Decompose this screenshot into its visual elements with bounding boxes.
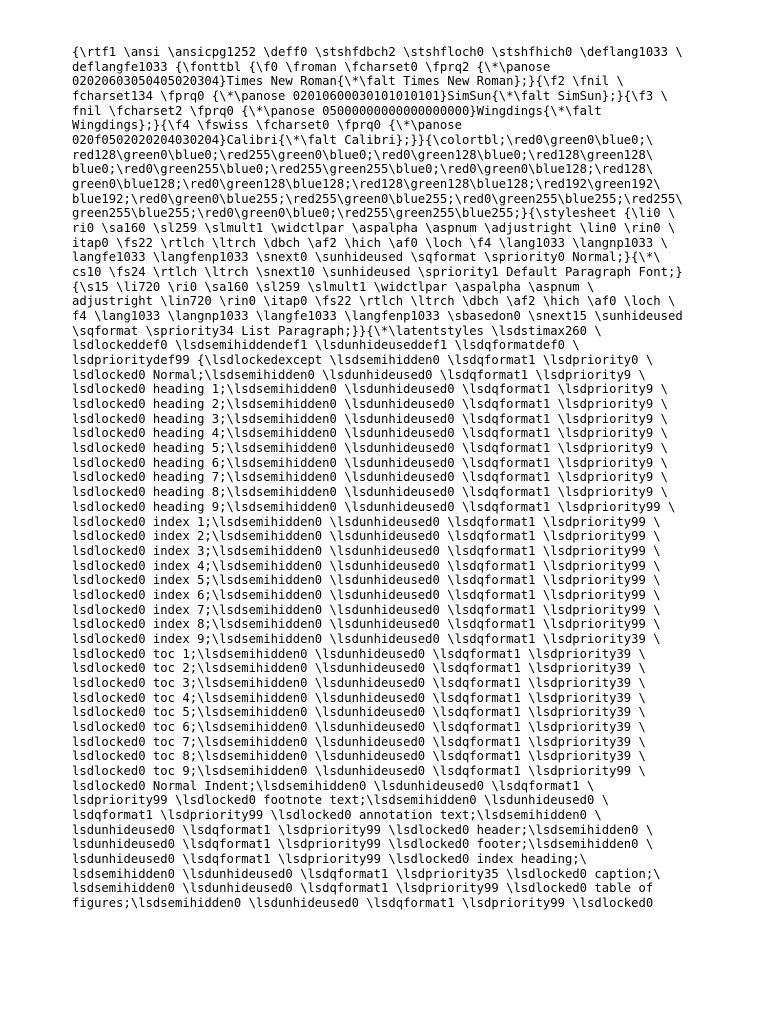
- text-line: {\s15 \li720 \ri0 \sa160 \sl259 \slmult1 \widctlpar \aspalpha \aspnum \: [72, 279, 595, 294]
- text-line: 02020603050405020304}Times New Roman{\*\falt Times New Roman};}{\f2 \fnil \: [72, 74, 624, 89]
- text-line: lsdlocked0 Normal;\lsdsemihidden0 \lsdunhideused0 \lsdqformat1 \lsdpriority9 \: [72, 367, 646, 382]
- text-line: lsdlocked0 index 7;\lsdsemihidden0 \lsdunhideused0 \lsdqformat1 \lsdpriority99 \: [72, 602, 661, 617]
- text-line: lsdlocked0 heading 7;\lsdsemihidden0 \lsdunhideused0 \lsdqformat1 \lsdpriority9 \: [72, 470, 668, 485]
- text-line: lsdlocked0 index 1;\lsdsemihidden0 \lsdunhideused0 \lsdqformat1 \lsdpriority99 \: [72, 514, 661, 529]
- text-line: lsdlocked0 toc 2;\lsdsemihidden0 \lsdunhideused0 \lsdqformat1 \lsdpriority39 \: [72, 661, 646, 676]
- text-line: blue0;\red0\green255\blue0;\red255\green255\blue0;\red0\green0\blue128;\red128\: [72, 162, 654, 177]
- text-line: lsdlocked0 heading 2;\lsdsemihidden0 \lsdunhideused0 \lsdqformat1 \lsdpriority9 \: [72, 397, 668, 412]
- text-line: lsdlocked0 toc 9;\lsdsemihidden0 \lsdunhideused0 \lsdqformat1 \lsdpriority99 \: [72, 763, 646, 778]
- text-line: itap0 \fs22 \rtlch \ltrch \dbch \af2 \hich \af0 \loch \f4 \lang1033 \langnp1033 \: [72, 235, 668, 250]
- text-line: lsdlockeddef0 \lsdsemihiddendef1 \lsdunhideuseddef1 \lsdqformatdef0 \: [72, 338, 580, 353]
- text-line: lsdlocked0 toc 4;\lsdsemihidden0 \lsdunhideused0 \lsdqformat1 \lsdpriority39 \: [72, 690, 646, 705]
- text-line: Wingdings};}{\f4 \fswiss \fcharset0 \fprq0 {\*\panose: [72, 118, 462, 133]
- text-line: lsdprioritydef99 {\lsdlockedexcept \lsdsemihidden0 \lsdqformat1 \lsdpriority0 \: [72, 353, 654, 368]
- text-line: blue192;\red0\green0\blue255;\red255\green0\blue255;\red0\green255\blue255;\red255\: [72, 191, 683, 206]
- text-line: lsdunhideused0 \lsdqformat1 \lsdpriority99 \lsdlocked0 footer;\lsdsemihidden0 \: [72, 837, 654, 852]
- text-line: lsdlocked0 index 8;\lsdsemihidden0 \lsdunhideused0 \lsdqformat1 \lsdpriority99 \: [72, 617, 661, 632]
- text-line: langfe1033 \langfenp1033 \snext0 \sunhideused \sqformat \spriority0 Normal;}{\*\: [72, 250, 661, 265]
- text-line: lsdlocked0 heading 5;\lsdsemihidden0 \lsdunhideused0 \lsdqformat1 \lsdpriority9 \: [72, 441, 668, 456]
- text-line: lsdlocked0 heading 9;\lsdsemihidden0 \lsdunhideused0 \lsdqformat1 \lsdpriority99 \: [72, 499, 676, 514]
- text-line: fnil \fcharset2 \fprq0 {\*\panose 05000000000000000000}Wingdings{\*\falt: [72, 103, 602, 118]
- text-line: lsdlocked0 heading 6;\lsdsemihidden0 \lsdunhideused0 \lsdqformat1 \lsdpriority9 \: [72, 455, 668, 470]
- text-line: lsdsemihidden0 \lsdunhideused0 \lsdqformat1 \lsdpriority99 \lsdlocked0 table of: [72, 881, 654, 896]
- text-line: lsdlocked0 toc 7;\lsdsemihidden0 \lsdunhideused0 \lsdqformat1 \lsdpriority39 \: [72, 734, 646, 749]
- text-line: lsdlocked0 toc 3;\lsdsemihidden0 \lsdunhideused0 \lsdqformat1 \lsdpriority39 \: [72, 675, 646, 690]
- text-line: lsdlocked0 index 2;\lsdsemihidden0 \lsdunhideused0 \lsdqformat1 \lsdpriority99 \: [72, 529, 661, 544]
- text-line: lsdlocked0 heading 1;\lsdsemihidden0 \lsdunhideused0 \lsdqformat1 \lsdpriority9 \: [72, 382, 668, 397]
- text-line: f4 \lang1033 \langnp1033 \langfe1033 \langfenp1033 \sbasedon0 \snext15 \sunhideused: [72, 309, 683, 324]
- text-line: lsdunhideused0 \lsdqformat1 \lsdpriority99 \lsdlocked0 index heading;\: [72, 851, 588, 866]
- text-line: adjustright \lin720 \rin0 \itap0 \fs22 \rtlch \ltrch \dbch \af2 \hich \af0 \loch \: [72, 294, 676, 309]
- text-line: lsdlocked0 toc 5;\lsdsemihidden0 \lsdunhideused0 \lsdqformat1 \lsdpriority39 \: [72, 705, 646, 720]
- text-line: lsdlocked0 index 3;\lsdsemihidden0 \lsdunhideused0 \lsdqformat1 \lsdpriority99 \: [72, 543, 661, 558]
- text-line: lsdlocked0 index 4;\lsdsemihidden0 \lsdunhideused0 \lsdqformat1 \lsdpriority99 \: [72, 558, 661, 573]
- text-line: lsdlocked0 heading 3;\lsdsemihidden0 \lsdunhideused0 \lsdqformat1 \lsdpriority9 \: [72, 411, 668, 426]
- text-line: lsdlocked0 index 9;\lsdsemihidden0 \lsdunhideused0 \lsdqformat1 \lsdpriority39 \: [72, 631, 661, 646]
- text-line: cs10 \fs24 \rtlch \ltrch \snext10 \sunhideused \spriority1 Default Paragraph Font;}: [72, 265, 683, 280]
- text-line: lsdlocked0 toc 1;\lsdsemihidden0 \lsdunhideused0 \lsdqformat1 \lsdpriority39 \: [72, 646, 646, 661]
- text-line: green255\blue255;\red0\green0\blue0;\red255\green255\blue255;}{\stylesheet {\li0 \: [72, 206, 676, 221]
- text-line: lsdunhideused0 \lsdqformat1 \lsdpriority99 \lsdlocked0 header;\lsdsemihidden0 \: [72, 822, 654, 837]
- text-line: lsdlocked0 heading 4;\lsdsemihidden0 \lsdunhideused0 \lsdqformat1 \lsdpriority9 \: [72, 426, 668, 441]
- text-line: lsdlocked0 toc 8;\lsdsemihidden0 \lsdunhideused0 \lsdqformat1 \lsdpriority39 \: [72, 749, 646, 764]
- document-page: [72, 45, 712, 911]
- text-line: lsdlocked0 heading 8;\lsdsemihidden0 \lsdunhideused0 \lsdqformat1 \lsdpriority9 \: [72, 485, 668, 500]
- text-line: 020f0502020204030204}Calibri{\*\falt Calibri};}}{\colortbl;\red0\green0\blue0;\: [72, 133, 654, 148]
- text-line: {\rtf1 \ansi \ansicpg1252 \deff0 \stshfdbch2 \stshfloch0 \stshfhich0 \deflang1033 \: [72, 45, 683, 59]
- text-line: lsdlocked0 index 5;\lsdsemihidden0 \lsdunhideused0 \lsdqformat1 \lsdpriority99 \: [72, 573, 661, 588]
- text-line: green0\blue128;\red0\green128\blue128;\red128\green128\blue128;\red192\green192\: [72, 177, 661, 192]
- text-line: lsdlocked0 Normal Indent;\lsdsemihidden0 \lsdunhideused0 \lsdqformat1 \: [72, 778, 595, 793]
- text-line: red128\green0\blue0;\red255\green0\blue0;\red0\green128\blue0;\red128\green128\: [72, 147, 654, 162]
- text-line: lsdpriority99 \lsdlocked0 footnote text;\lsdsemihidden0 \lsdunhideused0 \: [72, 793, 610, 808]
- text-line: deflangfe1033 {\fonttbl {\f0 \froman \fcharset0 \fprq2 {\*\panose: [72, 59, 551, 74]
- text-line: lsdsemihidden0 \lsdunhideused0 \lsdqformat1 \lsdpriority35 \lsdlocked0 caption;\: [72, 866, 661, 881]
- text-line: lsdqformat1 \lsdpriority99 \lsdlocked0 annotation text;\lsdsemihidden0 \: [72, 807, 602, 822]
- text-line: fcharset134 \fprq0 {\*\panose 02010600030101010101}SimSun{\*\falt SimSun};}{\f3 \: [72, 89, 668, 104]
- text-line: lsdlocked0 index 6;\lsdsemihidden0 \lsdunhideused0 \lsdqformat1 \lsdpriority99 \: [72, 587, 661, 602]
- text-line: ri0 \sa160 \sl259 \slmult1 \widctlpar \aspalpha \aspnum \adjustright \lin0 \rin0 \: [72, 221, 676, 236]
- text-line: \sqformat \spriority34 List Paragraph;}}{\*\latentstyles \lsdstimax260 \: [72, 323, 602, 338]
- text-line: lsdlocked0 toc 6;\lsdsemihidden0 \lsdunhideused0 \lsdqformat1 \lsdpriority39 \: [72, 719, 646, 734]
- text-line: figures;\lsdsemihidden0 \lsdunhideused0 \lsdqformat1 \lsdpriority99 \lsdlocked0: [72, 895, 654, 910]
